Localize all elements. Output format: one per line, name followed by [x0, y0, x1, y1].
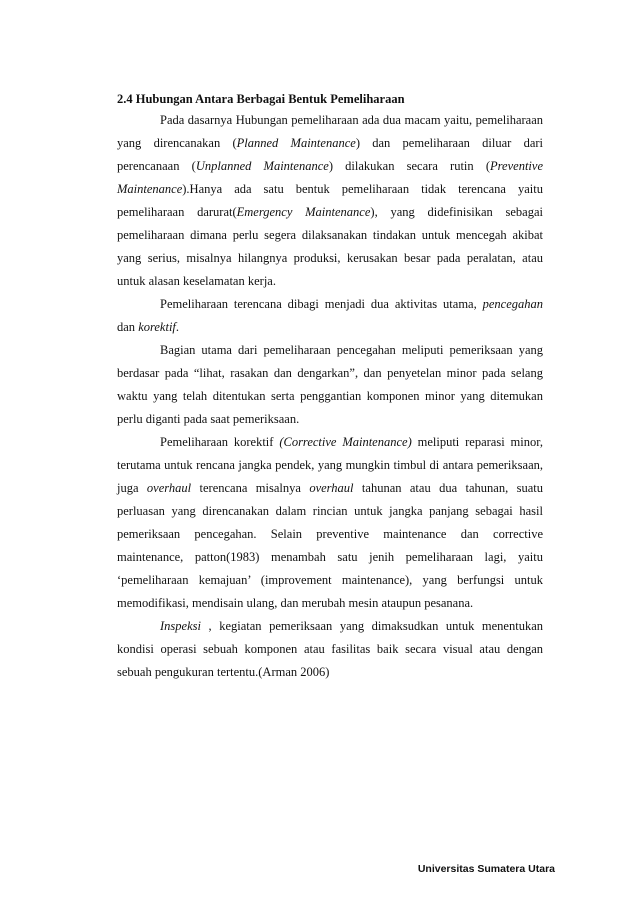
- paragraph-3: Bagian utama dari pemeliharaan pencegahan meliputi pemeriksaan yang berdasar pada “lihat, rasakan dan dengarkan”, dan penyetelan minor pada selang waktu yang telah ditentukan serta penggantian komponen minor yang ditemukan perlu diganti pada saat pemeriksaan.: [117, 343, 543, 426]
- p4-text-c: meliputi reparasi minor, terutama untuk rencana jangka pendek, yang mungkin timbul di antara pemeriksaan, juga: [117, 435, 544, 495]
- p1-text-i: ), yang didefinisikan sebagai pemeliharaan dimana perlu segera dilaksanakan tindakan untuk mencegah akibat yang serius, misalnya hilangnya produksi, kerusakan besar pada peralatan, atau untuk alasan keselamatan kerja.: [117, 205, 543, 288]
- p4-term-overhaul-2: overhaul: [309, 481, 354, 495]
- p1-text-g: ).Hanya ada satu bentuk pemeliharaan tidak terencana yaitu pemeliharaan darurat(: [117, 182, 543, 219]
- p1-term-unplanned: Unplanned Maintenance: [195, 159, 329, 173]
- p5-term-inspeksi: Inspeksi: [160, 619, 201, 633]
- page-footer: Universitas Sumatera Utara: [417, 863, 555, 875]
- p2-text-e: .: [175, 320, 180, 334]
- section-heading: 2.4 Hubungan Antara Berbagai Bentuk Pemeliharaan: [117, 92, 405, 106]
- p4-text-a: Pemeliharaan korektif: [160, 435, 280, 449]
- p2-term-pencegahan: pencegahan: [482, 297, 543, 311]
- p2-text-a: Pemeliharaan terencana dibagi menjadi dua aktivitas utama,: [160, 297, 483, 311]
- page-content: [117, 89, 543, 684]
- paragraph-4: [117, 431, 543, 615]
- p1-text-e: ) dilakukan secara rutin (: [328, 159, 491, 173]
- p5-text-b: , kegiatan pemeriksaan yang dimaksudkan untuk menentukan kondisi operasi sebuah komponen atau fasilitas baik secara visual atau dengan sebuah pengukuran tertentu.(Arman 2006): [117, 619, 543, 679]
- paragraph-2: [117, 293, 543, 339]
- p1-text-a: Pada dasarnya Hubungan pemeliharaan ada dua macam yaitu, pemeliharaan yang direncanakan (: [117, 113, 543, 150]
- p2-term-korektif: korektif: [138, 320, 176, 334]
- p1-text-c: ) dan pemeliharaan diluar dari perencanaan (: [117, 136, 543, 173]
- p4-term-overhaul-1: overhaul: [146, 481, 192, 495]
- p1-term-emergency: Emergency Maintenance: [236, 205, 371, 219]
- p1-term-planned: Planned Maintenance: [236, 136, 356, 150]
- paragraph-5: [117, 615, 543, 684]
- p4-text-g: tahunan atau dua tahunan, suatu perluasan yang direncanakan dalam rincian untuk jangka panjang sebagai hasil pemeriksaan pencegahan. Selain preventive maintenance dan corrective maintenance, patton(1983) menambah satu jenih pemeliharaan lagi, yaitu ‘pemeliharaan kemajuan’ (improvement maintenance), yang berfungsi untuk memodifikasi, mendisain ulang, dan merubah mesin ataupun pesanana.: [117, 481, 543, 610]
- p1-term-preventive: Preventive Maintenance: [117, 159, 543, 196]
- p4-term-corrective: (Corrective Maintenance): [279, 435, 412, 449]
- p4-text-e: terencana misalnya: [191, 481, 310, 495]
- p2-text-c: dan: [117, 320, 139, 334]
- paragraph-1: [117, 109, 543, 293]
